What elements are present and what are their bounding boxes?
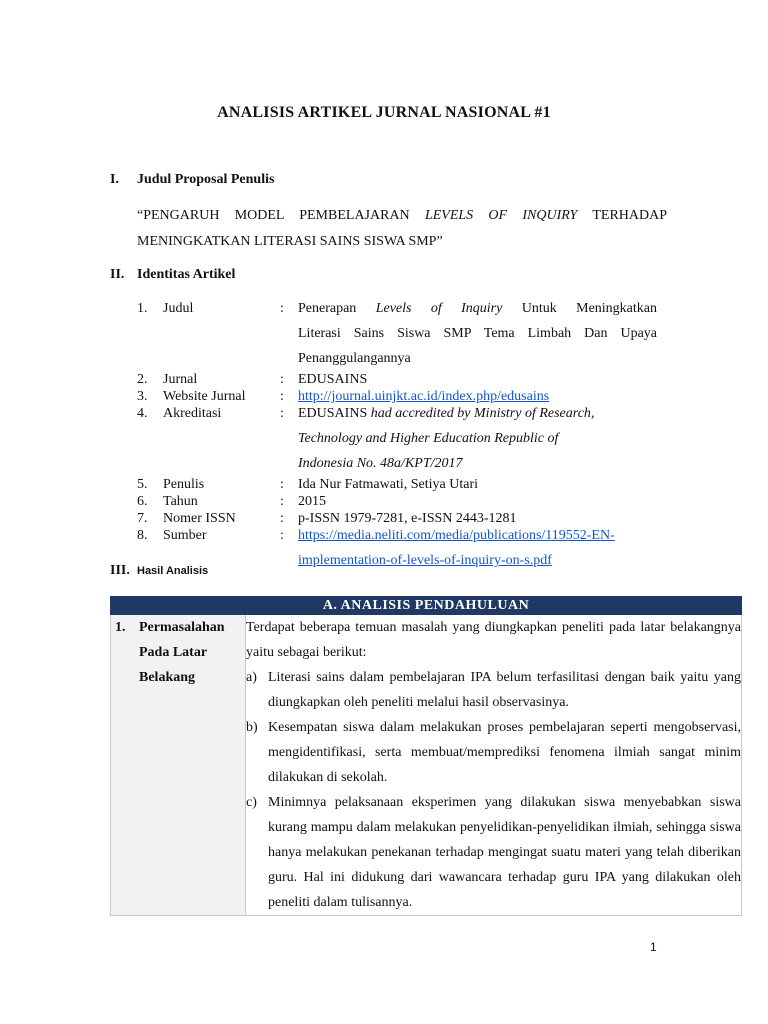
list-item: a) Literasi sains dalam pembelajaran IPA belum terfasilitasi dengan baik yaitu yang diungkapkan oleh peneliti melalui hasil observasinya. (246, 670, 741, 710)
identity-key: Judul (163, 301, 194, 316)
analysis-table-header: A. ANALISIS PENDAHULUAN (111, 597, 742, 615)
section-1-number: I. (110, 172, 119, 187)
identity-key: Jurnal (163, 372, 198, 387)
row-label-line-2: Pada Latar (139, 645, 208, 660)
identity-row-jurnal: 2. Jurnal : EDUSAINS (137, 371, 657, 388)
section-2-number: II. (110, 267, 125, 282)
list-item: b) Kesempatan siswa dalam melakukan proses pembelajaran seperti mengobservasi, mengidentifikasi, serta membuat/memprediksi fenomena ilmiah sangat minim dilakukan di sekolah. (246, 720, 741, 785)
identity-key: Tahun (163, 494, 198, 509)
identity-row-tahun: 6. Tahun : 2015 (137, 493, 657, 510)
identity-key: Nomer ISSN (163, 511, 236, 526)
identity-row-penulis: 5. Penulis : Ida Nur Fatmawati, Setiya Utari (137, 476, 657, 493)
row-label-number: 1. (115, 620, 126, 635)
identity-row-akreditasi: 4. Akreditasi : EDUSAINS had accredited by Ministry of Research, Technology and Higher Education Republic of Indonesia No. 48a/KPT/2017 (137, 405, 657, 476)
identity-row-judul: 1. Judul : Penerapan Levels of Inquiry Untuk Meningkatkan Literasi Sains Siswa SMP Tema Limbah Dan Upaya Penanggulangannya (137, 300, 657, 371)
identity-value: p-ISSN 1979-7281, e-ISSN 2443-1281 (298, 511, 517, 526)
identity-key: Penulis (163, 477, 205, 492)
identity-value: Penerapan Levels of Inquiry Untuk Meningkatkan Literasi Sains Siswa SMP Tema Limbah Dan Upaya Penanggulangannya (298, 301, 658, 366)
identity-row-issn: 7. Nomer ISSN : p-ISSN 1979-7281, e-ISSN 2443-1281 (137, 510, 657, 527)
page-number: 1 (650, 940, 657, 954)
document-title: ANALISIS ARTIKEL JURNAL NASIONAL #1 (217, 104, 551, 121)
section-1-label: Judul Proposal Penulis (137, 172, 275, 187)
identity-key: Sumber (163, 528, 207, 543)
row-label-line-1: Permasalahan (139, 620, 225, 635)
section-2-label: Identitas Artikel (137, 267, 236, 282)
identity-key: Akreditasi (163, 406, 222, 421)
row-content-cell (246, 615, 742, 916)
source-link[interactable]: https://media.neliti.com/media/publications/119552-EN- (298, 528, 615, 543)
proposal-title (137, 203, 667, 255)
identity-value: Ida Nur Fatmawati, Setiya Utari (298, 477, 479, 492)
row-label-cell (111, 615, 246, 916)
journal-website-link[interactable]: http://journal.uinjkt.ac.id/index.php/edusains (298, 389, 550, 404)
analysis-table (110, 596, 742, 916)
proposal-line-2: MENINGKATKAN LITERASI SAINS SISWA SMP” (137, 234, 443, 249)
section-3-label: Hasil Analisis (137, 565, 209, 577)
identity-value: EDUSAINS had accredited by Ministry of Research, Technology and Higher Education Republic of Indonesia No. 48a/KPT/2017 (298, 406, 595, 471)
section-1-heading (110, 172, 274, 188)
identity-value (298, 523, 657, 573)
identity-row-website: 3. Website Jurnal : http://journal.uinjkt.ac.id/index.php/edusains (137, 388, 657, 405)
section-3-heading (110, 563, 208, 579)
section-3-number: III. (110, 563, 130, 578)
proposal-emphasis: LEVELS OF INQUIRY (424, 208, 578, 223)
row-intro-text: Terdapat beberapa temuan masalah yang diungkapkan peneliti pada latar belakangnya yaitu sebagai berikut: (246, 620, 741, 660)
table-row (111, 615, 742, 916)
identity-value: 2015 (298, 494, 326, 509)
identity-value: EDUSAINS (298, 372, 368, 387)
identity-row-sumber: 8. Sumber : https://media.neliti.com/media/publications/119552-EN- implementation-of-levels-of-inquiry-on-s.pdf (137, 527, 657, 573)
identity-key: Website Jurnal (163, 389, 246, 404)
source-link-continued[interactable]: implementation-of-levels-of-inquiry-on-s.pdf (298, 553, 552, 568)
row-label-line-3: Belakang (139, 670, 196, 685)
section-2-heading (110, 267, 235, 283)
proposal-line-1: “PENGARUH MODEL PEMBELAJARAN LEVELS OF INQUIRY TERHADAP (137, 208, 668, 223)
list-item: c) Minimnya pelaksanaan eksperimen yang dilakukan siswa menyebabkan siswa kurang mampu dalam melakukan penyelidikan-penyelidikan ilmiah, sehingga siswa hanya melakukan penekanan terhadap mengingat suatu materi yang telah diberikan guru. Hal ini didukung dari wawancara terhadap guru IPA yang dilakukan oleh peneliti dalam tulisannya. (246, 795, 741, 910)
article-identity-list (137, 300, 657, 573)
